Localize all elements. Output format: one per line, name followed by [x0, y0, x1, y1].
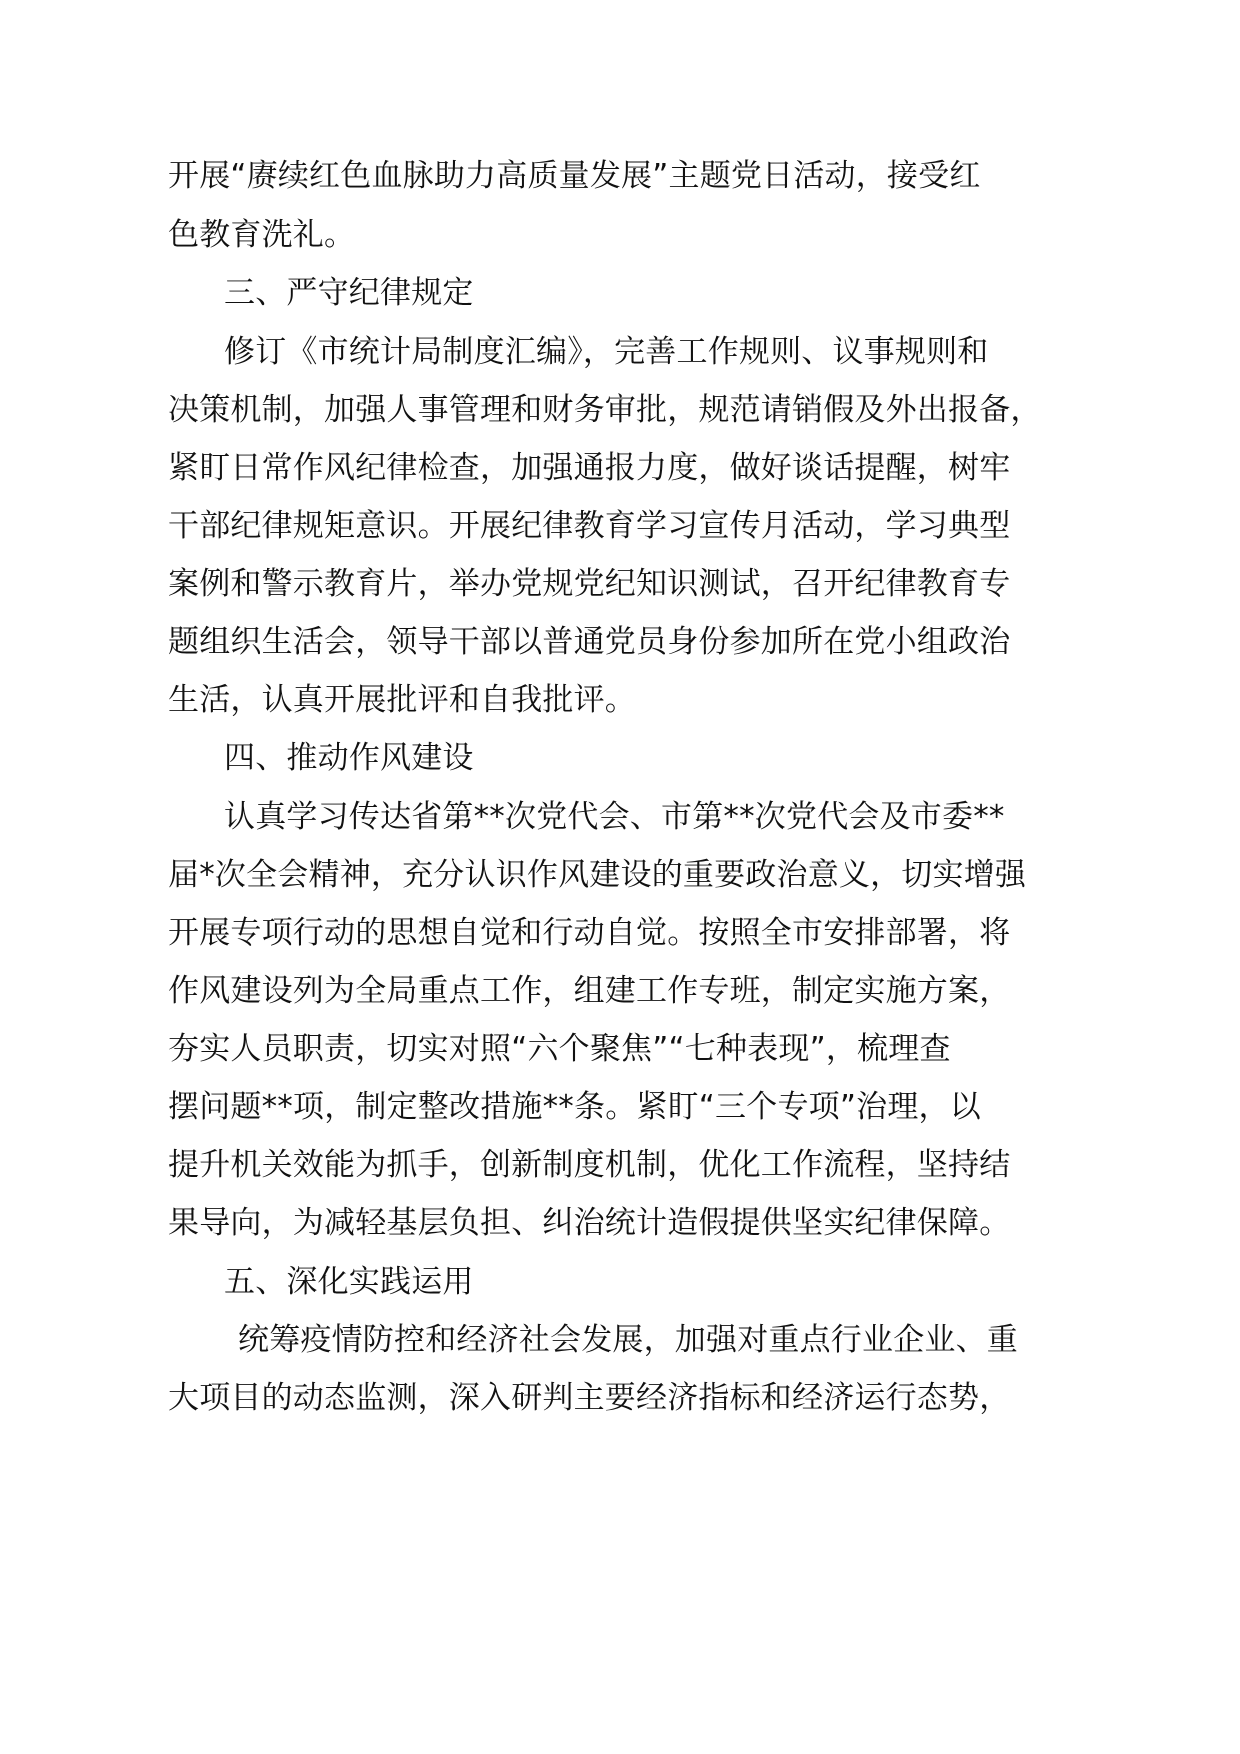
body-line: 开展“赓续红色血脉助力高质量发展”主题党日活动，接受红 [168, 158, 981, 194]
body-line: 摆问题**项，制定整改措施**条。紧盯“三个专项”治理，以 [168, 1089, 981, 1125]
body-line: 夯实人员职责，切实对照“六个聚焦”“七种表现”，梳理查 [168, 1031, 951, 1067]
body-line: 干部纪律规矩意识。开展纪律教育学习宣传月活动，学习典型 [168, 508, 1011, 544]
body-line: 决策机制，加强人事管理和财务审批，规范请销假及外出报备， [168, 392, 1042, 428]
body-line: 提升机关效能为抓手，创新制度机制，优化工作流程，坚持结 [168, 1147, 1011, 1183]
body-line: 作风建设列为全局重点工作，组建工作专班，制定实施方案， [168, 973, 1011, 1009]
body-line: 开展专项行动的思想自觉和行动自觉。按照全市安排部署，将 [168, 915, 1011, 951]
body-line: 紧盯日常作风纪律检查，加强通报力度，做好谈话提醒，树牢 [168, 450, 1011, 486]
body-line: 题组织生活会，领导干部以普通党员身份参加所在党小组政治 [168, 624, 1011, 660]
section-heading: 五、深化实践运用 [224, 1264, 474, 1300]
body-line: 果导向，为减轻基层负担、纠治统计造假提供坚实纪律保障。 [168, 1205, 1011, 1241]
body-line: 生活，认真开展批评和自我批评。 [168, 682, 636, 718]
section-heading: 三、严守纪律规定 [224, 275, 474, 311]
body-line: 案例和警示教育片，举办党规党纪知识测试，召开纪律教育专 [168, 566, 1011, 602]
body-line: 色教育洗礼。 [168, 217, 356, 253]
body-line: 修订《市统计局制度汇编》，完善工作规则、议事规则和 [224, 334, 989, 370]
body-line: 大项目的动态监测，深入研判主要经济指标和经济运行态势， [168, 1380, 1011, 1416]
body-line: 统筹疫情防控和经济社会发展，加强对重点行业企业、重 [238, 1322, 1018, 1358]
body-line: 届*次全会精神，充分认识作风建设的重要政治意义，切实增强 [168, 857, 1027, 893]
body-line: 认真学习传达省第**次党代会、市第**次党代会及市委** [224, 799, 1005, 835]
section-heading: 四、推动作风建设 [224, 740, 474, 776]
